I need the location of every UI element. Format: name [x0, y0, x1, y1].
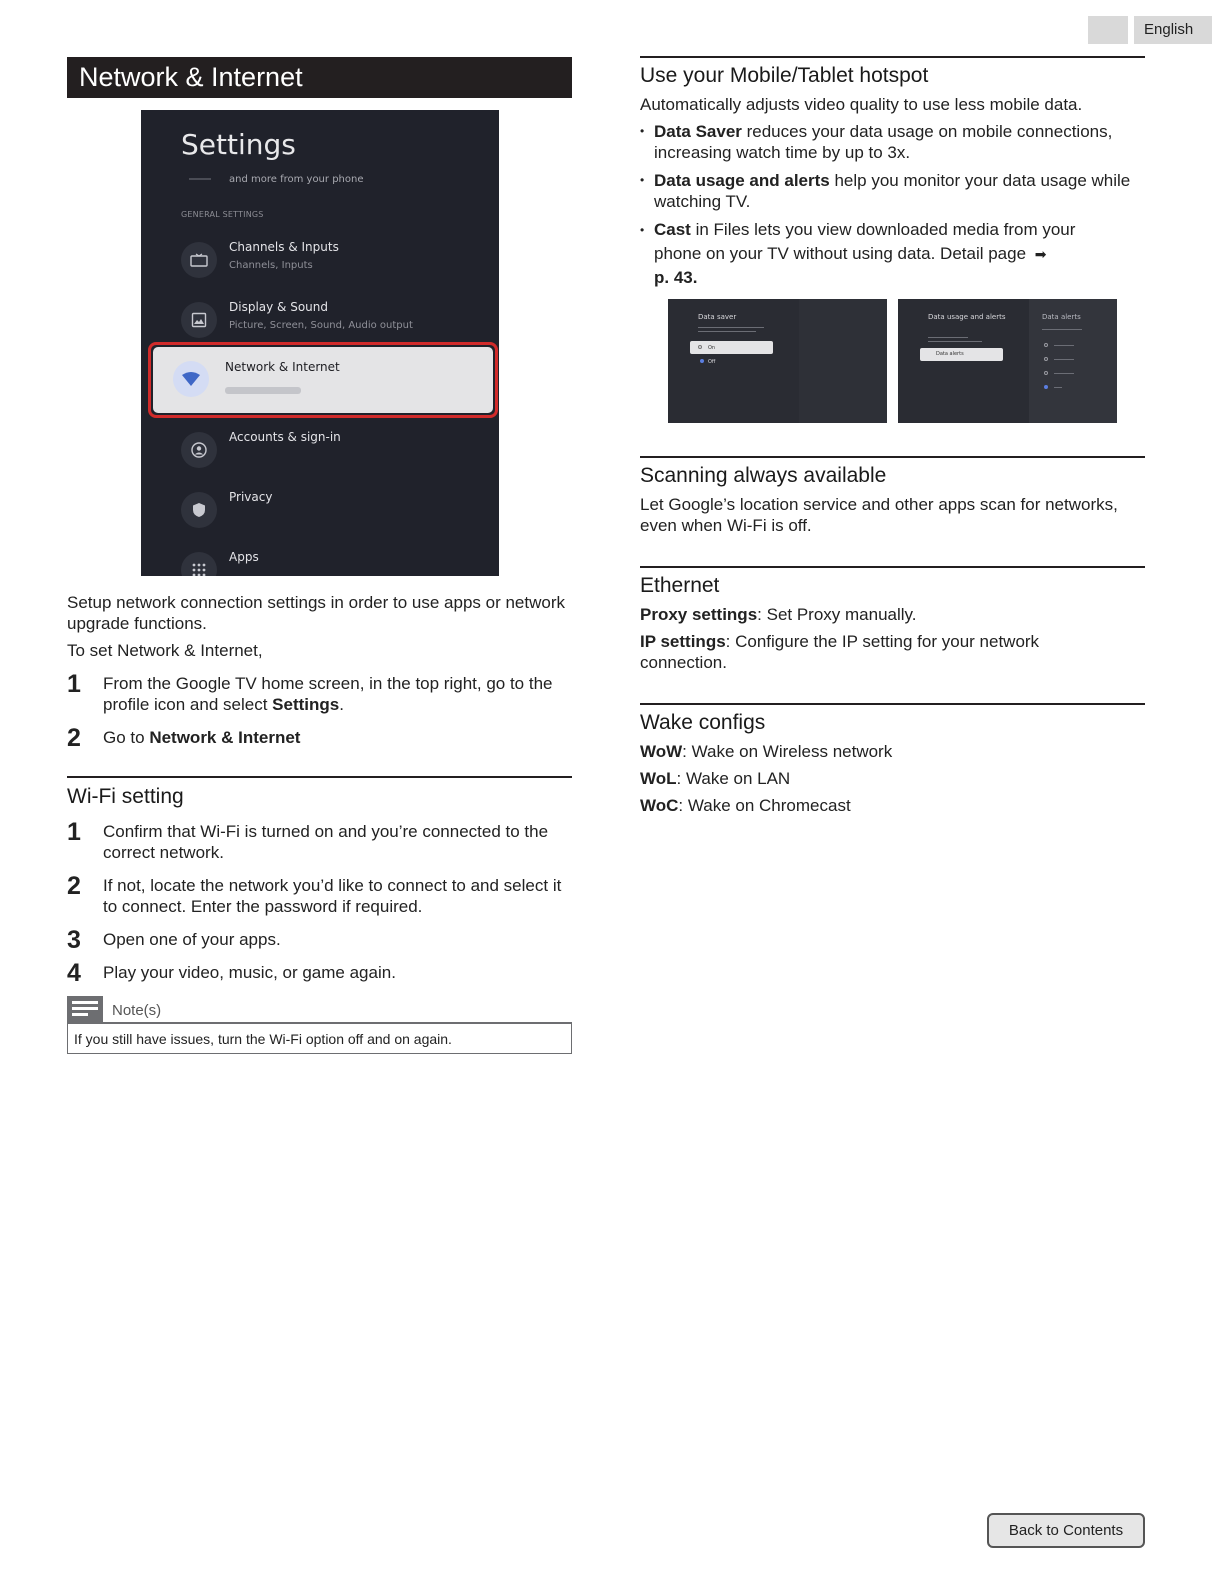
- ip-settings: IP settings: Configure the IP setting for your network connection.: [640, 632, 1040, 672]
- image-icon: [181, 302, 217, 338]
- step-number: 2: [67, 724, 81, 752]
- section-divider: [640, 703, 1145, 705]
- phone-divider: [189, 178, 211, 180]
- wake-heading: Wake configs: [640, 711, 766, 734]
- item-label: Display & Sound: [229, 300, 329, 314]
- intro-lead: To set Network & Internet,: [67, 641, 263, 660]
- proxy-settings: Proxy settings: Set Proxy manually.: [640, 605, 917, 624]
- data-alerts-option: Data alerts: [920, 348, 1003, 361]
- item-sub: Picture, Screen, Sound, Audio output: [229, 320, 413, 331]
- step-text: Play your video, music, or game again.: [103, 963, 396, 982]
- step-number: 1: [67, 818, 81, 846]
- shot-title: Data usage and alerts: [928, 313, 1006, 321]
- data-saver-screenshot: [668, 299, 887, 423]
- settings-item-apps: [141, 542, 499, 576]
- option-off: Off: [708, 359, 716, 365]
- tv-icon: [181, 242, 217, 278]
- section-divider: [67, 776, 572, 778]
- bullet-data-saver: • Data Saver reduces your data usage on mobile connections, increasing watch time by up to 3x.: [654, 121, 1145, 163]
- back-to-contents-button[interactable]: Back to Contents: [987, 1513, 1145, 1548]
- step-text: Open one of your apps.: [103, 930, 281, 949]
- phone-line: and more from your phone: [229, 174, 364, 185]
- settings-item-accounts: [141, 422, 499, 478]
- hotspot-intro: Automatically adjusts video quality to use less mobile data.: [640, 95, 1083, 114]
- scanning-heading: Scanning always available: [640, 464, 887, 487]
- item-label: Channels & Inputs: [229, 240, 339, 254]
- step-text: Go to Network & Internet: [103, 728, 301, 747]
- settings-item-privacy: [141, 482, 499, 538]
- item-label: Accounts & sign-in: [229, 430, 341, 444]
- hotspot-heading: Use your Mobile/Tablet hotspot: [640, 64, 929, 87]
- apps-grid-icon: [181, 552, 217, 576]
- bullet-data-usage: • Data usage and alerts help you monitor your data usage while watching TV.: [654, 170, 1145, 212]
- detail-page-link[interactable]: p. 43.: [654, 268, 698, 287]
- item-label: Network & Internet: [225, 360, 340, 374]
- section-divider: [640, 566, 1145, 568]
- page-title: Network & Internet: [67, 57, 572, 98]
- wifi-heading: Wi-Fi setting: [67, 785, 184, 808]
- step-number: 1: [67, 670, 81, 698]
- step-text: Confirm that Wi-Fi is turned on and you’re connected to the correct network.: [103, 822, 549, 862]
- wake-item: WoL: Wake on LAN: [640, 769, 791, 788]
- step-number: 2: [67, 872, 81, 900]
- item-label: Apps: [229, 550, 259, 564]
- settings-item-channels: [141, 232, 499, 288]
- shot-title: Data saver: [698, 313, 737, 321]
- data-alerts-screenshot: [898, 299, 1117, 423]
- item-sub: Channels, Inputs: [229, 260, 313, 271]
- settings-screenshot: [141, 110, 499, 576]
- intro-paragraph: Setup network connection settings in order to use apps or network upgrade functions.: [67, 593, 566, 633]
- step-number: 3: [67, 926, 81, 954]
- settings-item-network: [153, 347, 493, 413]
- panel-title: Data alerts: [1042, 313, 1081, 321]
- step-number: 4: [67, 959, 81, 987]
- language-tab: English: [1134, 16, 1212, 44]
- settings-item-display: [141, 292, 499, 348]
- step-text: From the Google TV home screen, in the top right, go to the profile icon and select Settings.: [103, 674, 553, 714]
- step-text: If not, locate the network you’d like to connect to and select it to connect. Enter the password if required.: [103, 876, 562, 916]
- account-icon: [181, 432, 217, 468]
- section-divider: [640, 56, 1145, 58]
- settings-title: Settings: [181, 128, 296, 161]
- wifi-icon: [173, 361, 209, 397]
- note-icon: [67, 996, 103, 1024]
- blurred-network-name: [225, 387, 301, 394]
- item-label: Privacy: [229, 490, 273, 504]
- option-on: On: [690, 341, 773, 354]
- section-divider: [640, 456, 1145, 458]
- section-label: GENERAL SETTINGS: [181, 210, 264, 219]
- bullet-cast: • Cast in Files lets you view downloaded media from your phone on your TV without using data. Detail page ➡ p. 43.: [654, 218, 1114, 290]
- arrow-right-icon: ➡: [1034, 246, 1047, 262]
- scanning-text: Let Google’s location service and other apps scan for networks, even when Wi-Fi is off.: [640, 495, 1118, 535]
- shield-icon: [181, 492, 217, 528]
- wake-item: WoW: Wake on Wireless network: [640, 742, 893, 761]
- page-number-tab: [1088, 16, 1128, 44]
- wake-item: WoC: Wake on Chromecast: [640, 796, 851, 815]
- note-label: Note(s): [112, 1002, 162, 1019]
- ethernet-heading: Ethernet: [640, 574, 720, 597]
- note-text: If you still have issues, turn the Wi-Fi option off and on again.: [67, 1024, 572, 1054]
- radio-selected: [700, 359, 704, 363]
